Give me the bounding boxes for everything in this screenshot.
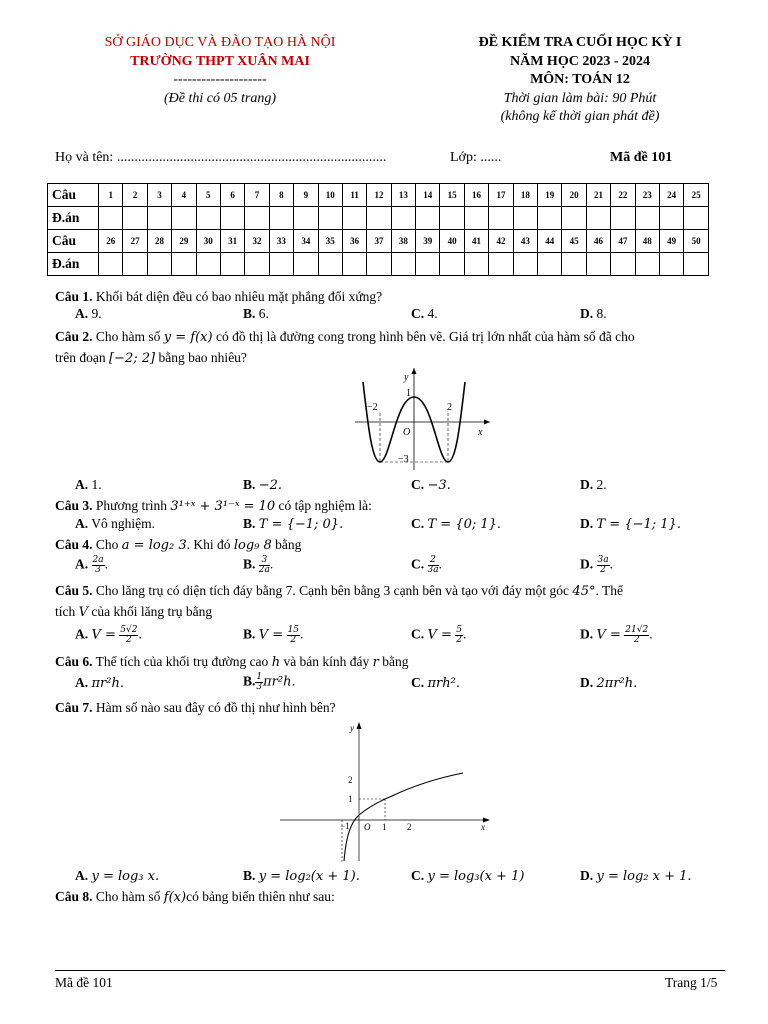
question-number-cell: 40 bbox=[440, 230, 464, 253]
question-number-cell: 8 bbox=[269, 184, 293, 207]
question-number-cell: 36 bbox=[342, 230, 366, 253]
answer-cell[interactable] bbox=[391, 207, 415, 230]
q1-option-c[interactable]: C. 4. bbox=[411, 306, 438, 321]
answer-cell[interactable] bbox=[245, 207, 269, 230]
answer-cell[interactable] bbox=[147, 253, 171, 276]
q5-option-d[interactable]: D. V = $\frac{21√2}{2}$ . bbox=[580, 625, 653, 645]
question-number-cell: 44 bbox=[538, 230, 562, 253]
answer-cell[interactable] bbox=[220, 207, 244, 230]
question-label: Câu 5. bbox=[55, 583, 93, 598]
q7-option-a[interactable]: A. y = log₃ x. bbox=[75, 868, 160, 884]
x-axis-arrow bbox=[484, 420, 490, 425]
header-separator: -------------------- bbox=[173, 72, 267, 87]
q6-option-a[interactable]: A. πr²h. bbox=[75, 675, 124, 691]
answer-cell[interactable] bbox=[245, 253, 269, 276]
q1-option-a[interactable]: A. 9. bbox=[75, 306, 102, 321]
question-number-cell: 5 bbox=[196, 184, 220, 207]
q7-option-b[interactable]: B. y = log₂(x + 1). bbox=[243, 868, 360, 884]
q3-option-a[interactable]: A. Vô nghiệm. bbox=[75, 516, 156, 531]
question-number-cell: 10 bbox=[318, 184, 342, 207]
answer-cell[interactable] bbox=[99, 207, 123, 230]
answer-cell[interactable] bbox=[586, 253, 610, 276]
q1-option-d[interactable]: D. 8. bbox=[580, 306, 607, 321]
q2-option-a[interactable]: A. 1. bbox=[75, 477, 102, 492]
answer-cell[interactable] bbox=[635, 207, 659, 230]
answer-cell[interactable] bbox=[220, 253, 244, 276]
answer-table-row-q2 bbox=[48, 230, 709, 253]
answer-cell[interactable] bbox=[489, 207, 513, 230]
exam-code: Mã đề 101 bbox=[610, 150, 673, 165]
footer-page-number: Trang 1/5 bbox=[665, 975, 718, 990]
student-name-field[interactable]: Họ và tên: ............................................................................. bbox=[55, 150, 387, 165]
answer-cell[interactable] bbox=[684, 253, 708, 276]
answer-table-row-a1 bbox=[48, 207, 709, 230]
answer-cell[interactable] bbox=[440, 253, 464, 276]
answer-cell[interactable] bbox=[562, 253, 586, 276]
question-2: Câu 2. Cho hàm số y = f(x) có đồ thị là đường cong trong hình bên vẽ. Giá trị lớn nhất của hàm số đã cho trên đoạn [−2; 2] bằng bao nhiêu? bbox=[55, 329, 635, 366]
answer-cell[interactable] bbox=[513, 253, 537, 276]
answer-cell[interactable] bbox=[562, 207, 586, 230]
question-number-cell: 11 bbox=[342, 184, 366, 207]
answer-cell[interactable] bbox=[342, 207, 366, 230]
q2-option-b[interactable]: B. −2. bbox=[243, 477, 283, 493]
q4-option-b[interactable]: B. $\frac{3}{2a}$ . bbox=[243, 555, 274, 575]
q2-option-d[interactable]: D. 2. bbox=[580, 477, 607, 492]
tick-label-minus3: −3 bbox=[398, 454, 409, 465]
q2-graph bbox=[350, 365, 495, 475]
exam-time-note: (không kể thời gian phát đề) bbox=[500, 109, 660, 124]
question-number-cell: 24 bbox=[659, 184, 683, 207]
question-number-cell: 42 bbox=[489, 230, 513, 253]
q6-option-d[interactable]: D. 2πr²h. bbox=[580, 675, 638, 691]
tick-label-y1: 1 bbox=[348, 794, 353, 804]
question-label: Câu 4. bbox=[55, 537, 93, 552]
answer-cell[interactable] bbox=[440, 207, 464, 230]
question-number-cell: 29 bbox=[172, 230, 196, 253]
question-number-cell: 20 bbox=[562, 184, 586, 207]
answer-cell[interactable] bbox=[269, 253, 293, 276]
question-number-cell: 38 bbox=[391, 230, 415, 253]
question-number-cell: 31 bbox=[220, 230, 244, 253]
header-right bbox=[400, 34, 760, 127]
answer-cell[interactable] bbox=[684, 207, 708, 230]
department-name: SỞ GIÁO DỤC VÀ ĐÀO TẠO HÀ NỘI bbox=[104, 35, 336, 50]
question-number-cell: 14 bbox=[416, 184, 440, 207]
question-label: Câu 6. bbox=[55, 654, 93, 669]
question-number-cell: 48 bbox=[635, 230, 659, 253]
question-number-cell: 27 bbox=[123, 230, 147, 253]
question-7: Câu 7. Hàm số nào sau đây có đồ thị như hình bên? bbox=[55, 700, 336, 715]
tick-label-y2: 2 bbox=[348, 775, 353, 785]
question-number-cell: 34 bbox=[294, 230, 318, 253]
row-label-answer: Đ.án bbox=[48, 253, 99, 276]
answer-cell[interactable] bbox=[99, 253, 123, 276]
answer-cell[interactable] bbox=[147, 207, 171, 230]
x-axis-label: x bbox=[481, 822, 485, 832]
question-4: Câu 4. Cho a = log₂ 3. Khi đó log₉ 8 bằng bbox=[55, 537, 302, 553]
question-number-cell: 28 bbox=[147, 230, 171, 253]
question-number-cell: 45 bbox=[562, 230, 586, 253]
question-number-cell: 13 bbox=[391, 184, 415, 207]
subject: MÔN: TOÁN 12 bbox=[530, 72, 630, 87]
question-number-cell: 18 bbox=[513, 184, 537, 207]
question-label: Câu 7. bbox=[55, 700, 93, 715]
question-number-cell: 12 bbox=[367, 184, 391, 207]
school-year: NĂM HỌC 2023 - 2024 bbox=[510, 53, 650, 69]
answer-cell[interactable] bbox=[586, 207, 610, 230]
question-number-cell: 15 bbox=[440, 184, 464, 207]
answer-cell[interactable] bbox=[489, 253, 513, 276]
question-number-cell: 17 bbox=[489, 184, 513, 207]
question-number-cell: 37 bbox=[367, 230, 391, 253]
question-number-cell: 4 bbox=[172, 184, 196, 207]
question-number-cell: 33 bbox=[269, 230, 293, 253]
footer-divider bbox=[55, 970, 725, 971]
pages-note: (Đề thi có 05 trang) bbox=[164, 90, 276, 106]
answer-cell[interactable] bbox=[635, 253, 659, 276]
question-number-cell: 50 bbox=[684, 230, 708, 253]
origin-label: O bbox=[403, 427, 411, 438]
answer-cell[interactable] bbox=[416, 253, 440, 276]
tick-label-1: 1 bbox=[406, 388, 411, 399]
x-axis-label: x bbox=[478, 427, 483, 438]
question-text: Khối bát diện đều có bao nhiêu mặt phẳng đối xứng? bbox=[92, 289, 383, 304]
row-label-question: Câu bbox=[48, 230, 99, 253]
question-number-cell: 46 bbox=[586, 230, 610, 253]
tick-label-x1: 1 bbox=[382, 822, 387, 832]
question-label: Câu 8. bbox=[55, 889, 93, 904]
question-number-cell: 43 bbox=[513, 230, 537, 253]
q7-option-c[interactable]: C. y = log₃(x + 1) bbox=[411, 868, 525, 884]
tick-label-minus1: −1 bbox=[340, 821, 350, 831]
question-number-cell: 47 bbox=[611, 230, 635, 253]
question-number-cell: 22 bbox=[611, 184, 635, 207]
question-6: Câu 6. Thể tích của khối trụ đường cao h và bán kính đáy r bằng bbox=[55, 654, 409, 670]
question-label: Câu 1. bbox=[55, 289, 93, 304]
tick-label-minus2: −2 bbox=[367, 402, 378, 413]
question-number-cell: 25 bbox=[684, 184, 708, 207]
question-3: Câu 3. Phương trình 3¹⁺ˣ + 3¹⁻ˣ = 10 có tập nghiệm là: bbox=[55, 498, 372, 514]
question-number-cell: 26 bbox=[99, 230, 123, 253]
tick-label-x2: 2 bbox=[407, 822, 412, 832]
y-axis-arrow bbox=[357, 722, 362, 729]
q6-option-b[interactable]: B. $\frac{1}{3}$ πr²h. bbox=[243, 672, 296, 692]
answer-cell[interactable] bbox=[123, 207, 147, 230]
question-number-cell: 49 bbox=[659, 230, 683, 253]
q7-option-d[interactable]: D. y = log₂ x + 1. bbox=[580, 868, 692, 884]
answer-cell[interactable] bbox=[172, 207, 196, 230]
q3-option-c[interactable]: C. T = {0; 1}. bbox=[411, 516, 502, 532]
q3-option-d[interactable]: D. T = {−1; 1}. bbox=[580, 516, 681, 532]
answer-cell[interactable] bbox=[416, 207, 440, 230]
answer-cell[interactable] bbox=[294, 253, 318, 276]
answer-cell[interactable] bbox=[294, 207, 318, 230]
q3-option-b[interactable]: B. T = {−1; 0}. bbox=[243, 516, 344, 532]
answer-cell[interactable] bbox=[196, 253, 220, 276]
question-number-cell: 1 bbox=[99, 184, 123, 207]
exam-time: Thời gian làm bài: 90 Phút bbox=[503, 90, 657, 106]
question-number-cell: 41 bbox=[464, 230, 488, 253]
answer-table-row-q1 bbox=[48, 184, 709, 207]
answer-cell[interactable] bbox=[269, 207, 293, 230]
question-5: Câu 5. Cho lăng trụ có diện tích đáy bằng 7. Cạnh bên bằng 3 cạnh bên và tạo với đáy một góc 45°. Thể tích V của khối lăng trụ bằng bbox=[55, 583, 623, 620]
origin-label: O bbox=[364, 822, 371, 832]
answer-cell[interactable] bbox=[659, 207, 683, 230]
question-8: Câu 8. Cho hàm số f(x)có bảng biến thiên như sau: bbox=[55, 889, 335, 905]
answer-sheet-table bbox=[47, 183, 709, 276]
footer-exam-code: Mã đề 101 bbox=[55, 975, 113, 990]
answer-cell[interactable] bbox=[342, 253, 366, 276]
answer-cell[interactable] bbox=[659, 253, 683, 276]
q1-option-b[interactable]: B. 6. bbox=[243, 306, 269, 321]
q5-option-c[interactable]: C. V = $\frac{5}{2}$ . bbox=[411, 625, 467, 645]
y-axis-label: y bbox=[404, 372, 409, 383]
question-number-cell: 9 bbox=[294, 184, 318, 207]
student-info-line bbox=[55, 150, 715, 170]
row-label-question: Câu bbox=[48, 184, 99, 207]
answer-cell[interactable] bbox=[538, 207, 562, 230]
answer-cell[interactable] bbox=[538, 253, 562, 276]
answer-cell[interactable] bbox=[513, 207, 537, 230]
row-label-answer: Đ.án bbox=[48, 207, 99, 230]
question-number-cell: 39 bbox=[416, 230, 440, 253]
question-1 bbox=[55, 287, 735, 307]
question-number-cell: 32 bbox=[245, 230, 269, 253]
answer-cell[interactable] bbox=[611, 207, 635, 230]
exam-title: ĐỀ KIỂM TRA CUỐI HỌC KỲ I bbox=[478, 35, 682, 50]
question-number-cell: 19 bbox=[538, 184, 562, 207]
answer-cell[interactable] bbox=[611, 253, 635, 276]
answer-cell[interactable] bbox=[172, 253, 196, 276]
question-number-cell: 3 bbox=[147, 184, 171, 207]
answer-cell[interactable] bbox=[391, 253, 415, 276]
answer-cell[interactable] bbox=[464, 207, 488, 230]
y-axis-arrow bbox=[412, 368, 417, 374]
class-field[interactable]: Lớp: ...... bbox=[450, 150, 502, 165]
answer-cell[interactable] bbox=[464, 253, 488, 276]
question-number-cell: 23 bbox=[635, 184, 659, 207]
y-axis-label: y bbox=[350, 723, 354, 733]
q2-option-c[interactable]: C. −3. bbox=[411, 477, 451, 493]
answer-table-row-a2 bbox=[48, 253, 709, 276]
answer-cell[interactable] bbox=[196, 207, 220, 230]
answer-cell[interactable] bbox=[367, 207, 391, 230]
question-label: Câu 3. bbox=[55, 498, 93, 513]
question-number-cell: 35 bbox=[318, 230, 342, 253]
question-label: Câu 2. bbox=[55, 329, 93, 344]
question-number-cell: 2 bbox=[123, 184, 147, 207]
q5-option-a[interactable]: A. V = $\frac{5√2}{2}$ . bbox=[75, 625, 142, 645]
question-number-cell: 6 bbox=[220, 184, 244, 207]
q4-option-c[interactable]: C. $\frac{2}{3a}$ . bbox=[411, 555, 442, 575]
header-left bbox=[40, 34, 400, 108]
tick-label-2: 2 bbox=[447, 402, 452, 413]
answer-cell[interactable] bbox=[367, 253, 391, 276]
school-name: TRƯỜNG THPT XUÂN MAI bbox=[130, 53, 310, 69]
answer-cell[interactable] bbox=[123, 253, 147, 276]
q4-option-d[interactable]: D. $\frac{3a}{2}$ . bbox=[580, 555, 613, 575]
question-number-cell: 30 bbox=[196, 230, 220, 253]
answer-cell[interactable] bbox=[318, 253, 342, 276]
q5-option-b[interactable]: B. V = $\frac{15}{2}$ . bbox=[243, 625, 304, 645]
question-number-cell: 7 bbox=[245, 184, 269, 207]
q4-option-a[interactable]: A. $\frac{2a}{3}$ . bbox=[75, 555, 108, 575]
function-curve bbox=[344, 773, 463, 861]
question-number-cell: 16 bbox=[464, 184, 488, 207]
q7-graph bbox=[278, 718, 493, 863]
answer-cell[interactable] bbox=[318, 207, 342, 230]
q6-option-c[interactable]: C. πrh². bbox=[411, 675, 460, 691]
question-number-cell: 21 bbox=[586, 184, 610, 207]
